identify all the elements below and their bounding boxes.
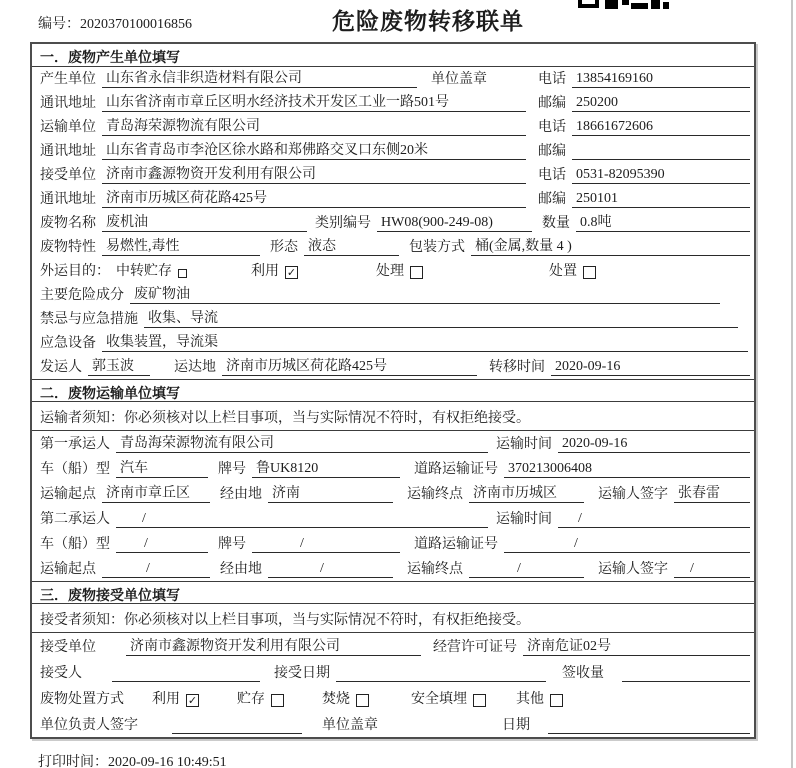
- transporter-phone-label: 电话: [538, 120, 566, 135]
- carrier1-label: 第一承运人: [40, 437, 110, 452]
- vehicle1-permit-label: 道路运输证号: [414, 462, 498, 477]
- transfer-time-label: 转移时间: [489, 360, 545, 375]
- row-taboo: [32, 307, 754, 331]
- section-producer: [32, 44, 754, 379]
- transporter-address-label: 通讯地址: [40, 144, 96, 159]
- row-purpose: [32, 259, 754, 283]
- row-receiver: [32, 163, 754, 187]
- accept-qty-label: 签收量: [562, 666, 604, 681]
- waste-pack-label: 包装方式: [409, 240, 465, 255]
- accept-qty-value: [622, 665, 750, 682]
- purpose-label: 外运目的：: [40, 264, 110, 279]
- signoff-label: 单位负责人签字: [40, 718, 138, 733]
- row-signoff: [32, 711, 754, 737]
- disposal-landfill-label: 安全填埋: [411, 692, 467, 707]
- purpose-use-label: 利用: [251, 264, 279, 279]
- equipment-value: 收集装置，导流渠: [102, 331, 748, 352]
- disposal-option-landfill: [411, 688, 486, 708]
- vehicle2-permit-label: 道路运输证号: [414, 537, 498, 552]
- purpose-dispose-checkbox: [583, 266, 596, 279]
- route2-end-label: 运输终点: [407, 562, 463, 577]
- signoff-date-value: [548, 717, 750, 734]
- row-accept: [32, 659, 754, 685]
- row-disposal: [32, 685, 754, 711]
- row-carrier2: [32, 506, 754, 531]
- route2-via-value: /: [268, 561, 393, 578]
- purpose-option-treat: [376, 260, 423, 280]
- carrier2-time-value: /: [558, 511, 750, 528]
- route1-sign-label: 运输人签字: [598, 487, 668, 502]
- dispatcher-value: 郭玉波: [88, 355, 150, 376]
- route1-sign-value: 张春雷: [674, 482, 750, 503]
- producer-value: 山东省永信非织造材料有限公司: [102, 67, 417, 88]
- row-hazard: [32, 283, 754, 307]
- vehicle1-plate-value: 鲁UK8120: [252, 457, 400, 478]
- receiver-phone-label: 电话: [538, 168, 566, 183]
- row-vehicle1: [32, 456, 754, 481]
- vehicle1-permit-value: 370213006408: [504, 461, 750, 478]
- purpose-transfer-storage-checkbox: [178, 269, 187, 278]
- transporter-label: 运输单位: [40, 120, 96, 135]
- disposal-store-label: 贮存: [237, 692, 265, 707]
- section-transport: [32, 379, 754, 581]
- disposal-landfill-checkbox: [473, 694, 486, 707]
- dispatcher-label: 发运人: [40, 360, 82, 375]
- carrier1-value: 青岛海荣源物流有限公司: [116, 432, 488, 453]
- vehicle1-plate-label: 牌号: [218, 462, 246, 477]
- carrier2-time-label: 运输时间: [496, 512, 552, 527]
- row-receive-unit: [32, 633, 754, 659]
- print-time-value: 2020-09-16 10:49:51: [108, 755, 227, 768]
- waste-traits-label: 废物特性: [40, 240, 96, 255]
- taboo-value: 收集、导流: [144, 307, 738, 328]
- purpose-treat-checkbox: [410, 266, 423, 279]
- waste-name-label: 废物名称: [40, 216, 96, 231]
- hazard-value: 废矿物油: [130, 283, 720, 304]
- waste-code-value: HW08(900-249-08): [377, 215, 532, 232]
- waste-code-label: 类别编号: [315, 216, 371, 231]
- disposal-option-other: [516, 688, 563, 708]
- row-transporter: [32, 115, 754, 139]
- vehicle2-plate-label: 牌号: [218, 537, 246, 552]
- carrier1-time-value: 2020-09-16: [558, 436, 750, 453]
- producer-zip-value: 250200: [572, 95, 750, 112]
- purpose-treat-label: 处理: [376, 264, 404, 279]
- doc-number-value: 2020370100016856: [80, 17, 192, 32]
- purpose-use-checkbox: ✓: [286, 266, 297, 279]
- row-waste-name: [32, 211, 754, 235]
- purpose-dispose-label: 处置: [549, 264, 577, 279]
- receiver-zip-label: 邮编: [538, 192, 566, 207]
- doc-number-label: 编号：: [38, 17, 80, 32]
- section-receive: [32, 581, 754, 737]
- producer-phone-value: 13854169160: [572, 71, 750, 88]
- license-label: 经营许可证号: [433, 640, 517, 655]
- waste-name-value: 废机油: [102, 211, 307, 232]
- row-route1: [32, 481, 754, 506]
- row-producer: [32, 67, 754, 91]
- signoff-date-label: 日期: [502, 718, 530, 733]
- disposal-option-store: [237, 688, 284, 708]
- accept-date-value: [336, 665, 546, 682]
- route1-via-label: 经由地: [220, 487, 262, 502]
- waste-pack-value: 桶(金属,数量 4 ): [471, 235, 750, 256]
- route2-start-label: 运输起点: [40, 562, 96, 577]
- waste-form-value: 液态: [304, 235, 399, 256]
- disposal-store-checkbox: [271, 694, 284, 707]
- receiver-address-label: 通讯地址: [40, 192, 96, 207]
- disposal-other-label: 其他: [516, 692, 544, 707]
- transport-note: 运输者须知：你必须核对以上栏目事项，当与实际情况不符时，有权拒绝接受。: [32, 402, 754, 431]
- row-dispatch: [32, 355, 754, 379]
- route2-end-value: /: [469, 561, 584, 578]
- destination-label: 运达地: [174, 360, 216, 375]
- transfer-time-value: 2020-09-16: [551, 359, 750, 376]
- vehicle2-permit-value: /: [504, 536, 750, 553]
- route1-start-value: 济南市章丘区: [102, 482, 210, 503]
- disposal-incinerate-checkbox: [356, 694, 369, 707]
- signoff-value: [172, 717, 302, 734]
- vehicle2-plate-value: /: [252, 536, 400, 553]
- receive-unit-label: 接受单位: [40, 640, 96, 655]
- purpose-transfer-storage-label: 中转贮存: [116, 264, 172, 279]
- producer-address-label: 通讯地址: [40, 96, 96, 111]
- transporter-address-value: 山东省青岛市李沧区徐水路和郑佛路交叉口东侧20米: [102, 139, 526, 160]
- producer-label: 产生单位: [40, 72, 96, 87]
- seal-label: 单位盖章: [431, 72, 487, 87]
- destination-value: 济南市历城区荷花路425号: [222, 355, 477, 376]
- carrier1-time-label: 运输时间: [496, 437, 552, 452]
- route1-start-label: 运输起点: [40, 487, 96, 502]
- disposal-option-use: [152, 688, 199, 708]
- section-transport-title: 二．废物运输单位填写: [32, 379, 754, 402]
- vehicle2-type-value: /: [116, 536, 208, 553]
- row-vehicle2: [32, 531, 754, 556]
- waste-traits-value: 易燃性,毒性: [102, 235, 260, 256]
- row-waste-traits: [32, 235, 754, 259]
- receiver-address-value: 济南市历城区荷花路425号: [102, 187, 526, 208]
- waste-qty-value: 0.8吨: [576, 211, 750, 232]
- row-receiver-address: [32, 187, 754, 211]
- signoff-seal-label: 单位盖章: [322, 718, 378, 733]
- route1-end-value: 济南市历城区: [469, 482, 584, 503]
- route2-sign-value: /: [674, 561, 750, 578]
- producer-zip-label: 邮编: [538, 96, 566, 111]
- section-producer-title: 一．废物产生单位填写: [32, 44, 754, 67]
- receive-note: 接受者须知：你必须核对以上栏目事项，当与实际情况不符时，有权拒绝接受。: [32, 604, 754, 633]
- print-time-label: 打印时间：: [38, 755, 108, 768]
- qr-code-fragment-icon: [578, 0, 670, 9]
- producer-address-value: 山东省济南市章丘区明水经济技术开发区工业一路501号: [102, 91, 526, 112]
- print-time: [38, 751, 227, 768]
- receiver-value: 济南市鑫源物资开发利用有限公司: [102, 163, 526, 184]
- purpose-option-transfer-storage: [116, 260, 187, 280]
- route1-via-value: 济南: [268, 482, 393, 503]
- transporter-zip-value: [572, 143, 750, 160]
- row-producer-address: [32, 91, 754, 115]
- producer-phone-label: 电话: [538, 72, 566, 87]
- route2-start-value: /: [102, 561, 210, 578]
- route2-via-label: 经由地: [220, 562, 262, 577]
- carrier2-label: 第二承运人: [40, 512, 110, 527]
- vehicle2-type-label: 车（船）型: [40, 537, 110, 552]
- waste-form-label: 形态: [270, 240, 298, 255]
- receive-unit-value: 济南市鑫源物资开发利用有限公司: [126, 635, 421, 656]
- accept-person-value: [112, 665, 260, 682]
- purpose-option-use: [251, 260, 298, 280]
- route1-end-label: 运输终点: [407, 487, 463, 502]
- row-transporter-address: [32, 139, 754, 163]
- disposal-use-label: 利用: [152, 692, 180, 707]
- route2-sign-label: 运输人签字: [598, 562, 668, 577]
- license-value: 济南危证02号: [523, 635, 750, 656]
- taboo-label: 禁忌与应急措施: [40, 312, 138, 327]
- transfer-manifest-form: [30, 42, 756, 739]
- row-route2: [32, 556, 754, 581]
- disposal-use-checkbox: ✓: [187, 694, 198, 707]
- equipment-label: 应急设备: [40, 336, 96, 351]
- row-equipment: [32, 331, 754, 355]
- transporter-zip-label: 邮编: [538, 144, 566, 159]
- disposal-incinerate-label: 焚烧: [322, 692, 350, 707]
- disposal-option-incinerate: [322, 688, 369, 708]
- waste-qty-label: 数量: [542, 216, 570, 231]
- hazard-label: 主要危险成分: [40, 288, 124, 303]
- transporter-value: 青岛海荣源物流有限公司: [102, 115, 526, 136]
- transporter-phone-value: 18661672606: [572, 119, 750, 136]
- section-receive-title: 三．废物接受单位填写: [32, 581, 754, 604]
- receiver-label: 接受单位: [40, 168, 96, 183]
- receiver-phone-value: 0531-82095390: [572, 167, 750, 184]
- accept-person-label: 接受人: [40, 666, 82, 681]
- row-carrier1: [32, 431, 754, 456]
- receiver-zip-value: 250101: [572, 191, 750, 208]
- disposal-other-checkbox: [550, 694, 563, 707]
- purpose-option-dispose: [549, 260, 596, 280]
- carrier2-value: /: [116, 511, 488, 528]
- accept-date-label: 接受日期: [274, 666, 330, 681]
- page-title: 危险废物转移联单: [332, 8, 524, 34]
- vehicle1-type-value: 汽车: [116, 457, 208, 478]
- disposal-label: 废物处置方式: [40, 692, 124, 707]
- vehicle1-type-label: 车（船）型: [40, 462, 110, 477]
- window-edge-line: [791, 0, 793, 768]
